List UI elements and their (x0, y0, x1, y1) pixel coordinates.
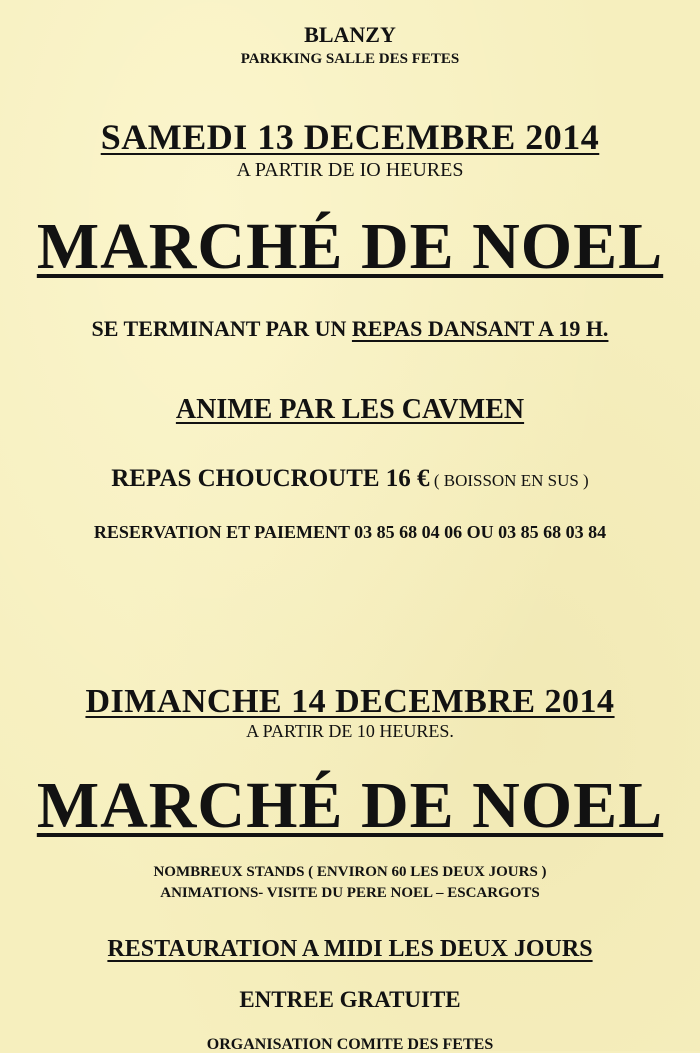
sunday-activities-line: ANIMATIONS- VISITE DU PERE NOEL – ESCARGOTS (160, 885, 540, 901)
sunday-date-text: DIMANCHE 14 DECEMBRE 2014 (85, 683, 615, 720)
saturday-date-text: SAMEDI 13 DECEMBRE 2014 (100, 117, 600, 157)
free-entry-line: ENTREE GRATUITE (239, 987, 461, 1012)
organisation-line: ORGANISATION COMITE DES FETES (206, 1036, 494, 1053)
saturday-start-time: A PARTIR DE IO HEURES (236, 159, 464, 181)
saturday-ending-prefix: SE TERMINANT PAR UN (91, 316, 352, 341)
sunday-date-heading (0, 685, 700, 719)
venue-name: PARKKING SALLE DES FETES (240, 51, 460, 67)
catering-text: RESTAURATION A MIDI LES DEUX JOURS (107, 936, 593, 962)
catering-line (0, 937, 700, 961)
town-name: BLANZY (304, 22, 396, 47)
saturday-date-heading (0, 119, 700, 155)
saturday-booking-line: RESERVATION ET PAIEMENT 03 85 68 04 06 OU 03 85 68 03 84 (93, 522, 607, 542)
saturday-meal-line (0, 466, 700, 491)
sunday-start-time: A PARTIR DE 10 HEURES. (246, 721, 454, 741)
saturday-animation-line (0, 396, 700, 424)
sunday-stands-line: NOMBREUX STANDS ( ENVIRON 60 LES DEUX JOURS ) (153, 864, 547, 880)
sunday-market-title-text: MARCHÉ DE NOEL (36, 769, 664, 842)
saturday-animation-text: ANIME PAR LES CAVMEN (175, 394, 525, 425)
saturday-dinner-dance: REPAS DANSANT A 19 H. (351, 316, 609, 341)
sunday-market-title (0, 769, 700, 842)
saturday-market-title (0, 210, 700, 283)
saturday-meal-note: ( BOISSON EN SUS ) (429, 471, 589, 490)
saturday-ending-line (0, 318, 700, 340)
saturday-market-title-text: MARCHÉ DE NOEL (36, 210, 664, 283)
saturday-meal-text: REPAS CHOUCROUTE 16 € (111, 465, 430, 492)
